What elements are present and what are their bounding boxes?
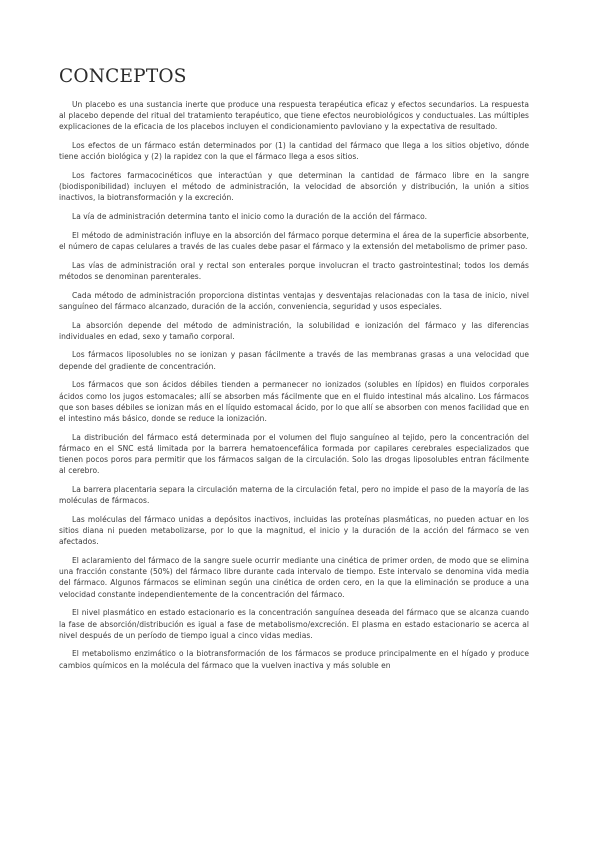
paragraph-administration-method: El método de administración influye en la absorción del fármaco porque determina el área de la superficie absorbente, el número de capas celulares a través de las cuales debe pasar el fármaco y la extensión del metabolismo de primer paso.: [59, 230, 529, 252]
paragraph-method-advantages: Cada método de administración proporciona distintas ventajas y desventajas relacionadas con la tasa de inicio, nivel sanguíneo del fármaco alcanzado, duración de la acción, conveniencia, seguridad y usos especiales.: [59, 290, 529, 311]
paragraph-clearance: El aclaramiento del fármaco de la sangre suele ocurrir mediante una cinética de primer orden, de modo que se elimina una fracción constante (50%) del fármaco libre durante cada intervalo de tiempo. Este intervalo se denomina vida media del fármaco. Algunos fármacos se eliminan según una cinética de orden cero, en la que la eliminación se produce a una velocidad constante independientemente de la concentración del fármaco.: [59, 556, 529, 599]
paragraph-enteral-parenteral: Las vías de administración oral y rectal son enterales porque involucran el tracto gastrointestinal; todos los demás métodos se denominan parenterales.: [59, 260, 529, 281]
paragraph-inactive-depots: Las moléculas del fármaco unidas a depósitos inactivos, incluidas las proteínas plasmáticas, no pueden actuar en los sitios diana ni pueden metabolizarse, por lo que la magnitud, el inicio y la duración de la acción del fármaco se ven afectados.: [59, 514, 529, 547]
paragraph-pharmacokinetic-factors: Los factores farmacocinéticos que interactúan y que determinan la cantidad de fármaco libre en la sangre (biodisponibilidad) incluyen el método de administración, la velocidad de absorción y distribución, la unión a sitios inactivos, la biotransformación y la excreción.: [59, 171, 529, 203]
paragraph-distribution: La distribución del fármaco está determinada por el volumen del flujo sanguíneo al tejido, pero la concentración del fármaco en el SNC está limitada por la barrera hematoencefálica formada por capilares cerebrales especializados que tienen pocos poros para permitir que los fármacos salgan de la circulación. Solo las drogas liposolubles entran fácilmente al cerebro.: [59, 432, 529, 476]
paragraph-lipid-soluble: Los fármacos liposolubles no se ionizan y pasan fácilmente a través de las membranas grasas a una velocidad que depende del gradiente de concentración.: [59, 350, 529, 371]
paragraph-absorption: La absorción depende del método de administración, la solubilidad e ionización del fármaco y las diferencias individuales en edad, sexo y tamaño corporal.: [59, 320, 529, 341]
paragraph-steady-state: El nivel plasmático en estado estacionario es la concentración sanguínea deseada del fármaco que se alcanza cuando la fase de absorción/distribución es igual a fase de metabolismo/excreción. El plasma en estado estacionario se acerca al nivel después de un período de tiempo igual a cinco vidas medias.: [59, 608, 529, 640]
paragraph-placental-barrier: La barrera placentaria separa la circulación materna de la circulación fetal, pero no impide el paso de la mayoría de las moléculas de fármacos.: [59, 484, 529, 506]
paragraph-drug-effects: Los efectos de un fármaco están determinados por (1) la cantidad del fármaco que llega a los sitios objetivo, dónde tiene acción biológica y (2) la rapidez con la que el fármaco llega a esos sitios.: [59, 141, 529, 162]
paragraph-metabolism: El metabolismo enzimático o la biotransformación de los fármacos se produce principalmente en el hígado y produce cambios químicos en la molécula del fármaco que la vuelven inactiva y más soluble en: [59, 649, 529, 670]
paragraph-weak-acids-bases: Los fármacos que son ácidos débiles tienden a permanecer no ionizados (solubles en lípidos) en fluidos corporales ácidos como los jugos estomacales; allí se absorben más fácilmente que en el fluido intestinal más alcalino. Los fármacos que son bases débiles se ionizan más en el líquido estomacal ácido, por lo que allí se absorben con menos facilidad que en el intestino más básico, donde se reduce la ionización.: [59, 380, 529, 423]
page-title: CONCEPTOS: [59, 66, 187, 87]
document-body: [59, 99, 529, 678]
paragraph-placebo: Un placebo es una sustancia inerte que produce una respuesta terapéutica eficaz y efectos secundarios. La respuesta al placebo depende del ritual del tratamiento terapéutico, que tiene efectos neurobiológicos y conductuales. Las múltiples explicaciones de la eficacia de los placebos incluyen el condicionamiento pavloviano y la expectativa de resultado.: [59, 100, 529, 132]
paragraph-route-of-administration: La vía de administración determina tanto el inicio como la duración de la acción del fármaco.: [72, 212, 428, 222]
